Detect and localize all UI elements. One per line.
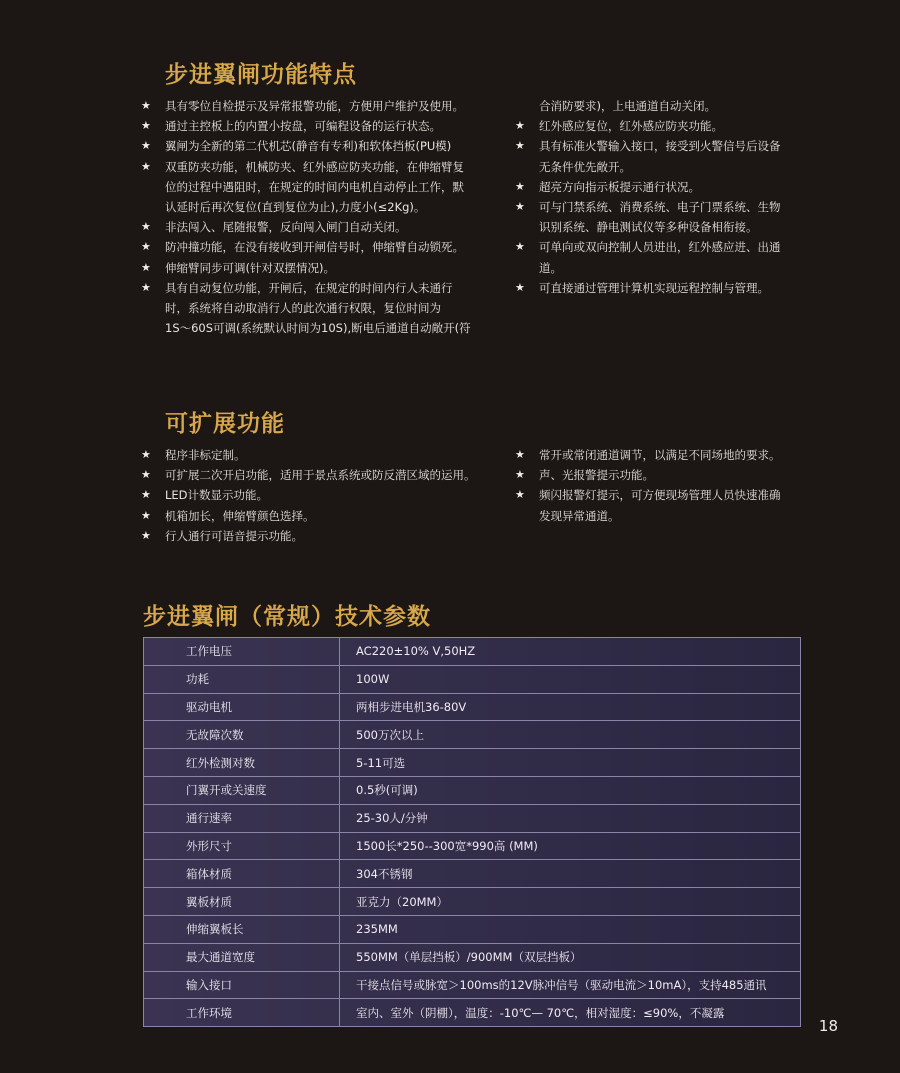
feature-item	[141, 526, 521, 546]
star-icon: ★	[515, 119, 525, 133]
feature-item	[515, 237, 815, 257]
feature-text: 非法闯入、尾随报警，反向闯入闸门自动关闭。	[165, 220, 407, 235]
table-row	[144, 693, 801, 721]
star-icon: ★	[515, 179, 525, 193]
feature-text: 可单向或双向控制人员进出，红外感应进、出通	[539, 240, 781, 255]
spec-key: 最大通道宽度	[144, 943, 340, 971]
spec-value: 干接点信号或脉宽＞100ms的12V脉冲信号（驱动电流＞10mA），支持485通讯	[340, 971, 801, 999]
star-icon: ★	[515, 139, 525, 153]
feature-text: 常开或常闭通道调节，以满足不同场地的要求。	[539, 448, 781, 462]
star-icon: ★	[141, 528, 151, 542]
spec-value: 25-30人/分钟	[340, 804, 801, 832]
specs-title: 步进翼闸（常规）技术参数	[143, 604, 431, 630]
feature-item	[515, 197, 815, 217]
table-row	[144, 804, 801, 832]
feature-item	[141, 278, 521, 298]
feature-text: 机箱加长，伸缩臂颜色选择。	[165, 508, 315, 523]
spec-value: 室内、室外（阴棚），温度：-10℃— 70℃，相对湿度：≤90%，不凝露	[340, 999, 801, 1027]
star-icon: ★	[515, 280, 525, 294]
feature-item	[515, 136, 815, 156]
feature-text: 可扩展二次开启功能，适用于景点系统或防反潜区域的运用。	[165, 468, 476, 483]
feature-text: 识别系统、静电测试仪等多种设备相衔接。	[539, 220, 758, 235]
feature-item	[141, 217, 521, 237]
feature-text: 频闪报警灯提示，可方便现场管理人员快速准确	[539, 488, 781, 503]
feature-item	[141, 445, 521, 465]
feature-item	[141, 485, 521, 505]
star-icon: ★	[141, 508, 151, 522]
feature-item	[515, 177, 815, 197]
features-title: 步进翼闸功能特点	[165, 62, 357, 88]
spec-key: 工作环境	[144, 999, 340, 1027]
feature-item	[515, 465, 815, 485]
table-row	[144, 721, 801, 749]
spec-key: 功耗	[144, 665, 340, 693]
star-icon: ★	[515, 448, 525, 461]
page-number: 18	[818, 1017, 838, 1035]
feature-text: 防冲撞功能，在没有接收到开闸信号时，伸缩臂自动锁死。	[165, 240, 464, 255]
table-row	[144, 638, 801, 666]
feature-text: 具有标准火警输入接口，接受到火警信号后设备	[539, 139, 781, 154]
feature-item	[141, 465, 521, 485]
features-left-list	[141, 96, 521, 338]
spec-key: 翼板材质	[144, 888, 340, 916]
feature-item	[515, 506, 815, 526]
feature-text: 红外感应复位，红外感应防夹功能。	[539, 119, 723, 134]
table-row	[144, 665, 801, 693]
star-icon: ★	[515, 488, 525, 502]
feature-text: 时，系统将自动取消行人的此次通行权限，复位时间为	[165, 301, 441, 316]
star-icon: ★	[141, 139, 151, 153]
feature-item	[515, 116, 815, 136]
star-icon: ★	[141, 240, 151, 254]
feature-text: 行人通行可语音提示功能。	[165, 528, 303, 543]
star-icon: ★	[141, 99, 151, 112]
star-icon: ★	[141, 468, 151, 482]
table-row	[144, 943, 801, 971]
feature-item	[141, 116, 521, 136]
spec-key: 箱体材质	[144, 860, 340, 888]
feature-text: 双重防夹功能，机械防夹、红外感应防夹功能，在伸缩臂复	[165, 159, 464, 174]
feature-text: 通过主控板上的内置小按盘，可编程设备的运行状态。	[165, 119, 441, 134]
spec-key: 通行速率	[144, 804, 340, 832]
spec-key: 输入接口	[144, 971, 340, 999]
spec-table	[143, 637, 801, 1027]
table-row	[144, 915, 801, 943]
feature-text: 可与门禁系统、消费系统、电子门票系统、生物	[539, 200, 781, 215]
features-right-list	[515, 96, 815, 298]
feature-text: 道。	[539, 260, 562, 275]
feature-text: 认延时后再次复位(直到复位为止),力度小(≤2Kg)。	[165, 200, 426, 215]
feature-text: 位的过程中遇阻时，在规定的时间内电机自动停止工作，默	[165, 179, 464, 194]
spec-value: AC220±10% V,50HZ	[340, 638, 801, 666]
spec-key: 无故障次数	[144, 721, 340, 749]
star-icon: ★	[141, 119, 151, 133]
feature-item	[515, 96, 815, 116]
star-icon: ★	[141, 159, 151, 173]
table-row	[144, 860, 801, 888]
table-row	[144, 832, 801, 860]
feature-item	[141, 506, 521, 526]
spec-value: 0.5秒(可调)	[340, 776, 801, 804]
table-row	[144, 749, 801, 777]
spec-value: 235MM	[340, 915, 801, 943]
feature-item	[141, 298, 521, 318]
feature-item	[141, 318, 521, 338]
star-icon: ★	[515, 468, 525, 482]
feature-text: 可直接通过管理计算机实现远程控制与管理。	[539, 280, 769, 295]
spec-value: 304不锈钢	[340, 860, 801, 888]
spec-key: 红外检测对数	[144, 749, 340, 777]
feature-item	[515, 278, 815, 298]
table-row	[144, 776, 801, 804]
feature-item	[141, 157, 521, 177]
feature-item	[141, 96, 521, 116]
feature-item	[141, 258, 521, 278]
star-icon: ★	[515, 240, 525, 254]
spec-value: 500万次以上	[340, 721, 801, 749]
spec-value: 550MM（单层挡板）/900MM（双层挡板）	[340, 943, 801, 971]
table-row	[144, 999, 801, 1027]
spec-key: 工作电压	[144, 638, 340, 666]
extended-left-list	[141, 445, 521, 546]
feature-text: 无条件优先敞开。	[539, 159, 631, 174]
star-icon: ★	[141, 220, 151, 234]
feature-text: 发现异常通道。	[539, 508, 620, 523]
feature-text: 程序非标定制。	[165, 448, 246, 462]
feature-text: 伸缩臂同步可调(针对双摆情况)。	[165, 260, 335, 275]
star-icon: ★	[515, 200, 525, 214]
spec-value: 100W	[340, 665, 801, 693]
extended-right-list	[515, 445, 815, 526]
feature-text: 具有零位自检提示及异常报警功能，方便用户维护及使用。	[165, 99, 464, 113]
spec-value: 亚克力（20MM）	[340, 888, 801, 916]
feature-text: LED计数显示功能。	[165, 488, 269, 503]
feature-text: 合消防要求)，上电通道自动关闭。	[539, 99, 716, 113]
feature-item	[515, 445, 815, 465]
star-icon: ★	[141, 280, 151, 294]
spec-key: 伸缩翼板长	[144, 915, 340, 943]
feature-text: 超亮方向指示板提示通行状况。	[539, 179, 700, 194]
spec-key: 驱动电机	[144, 693, 340, 721]
table-row	[144, 888, 801, 916]
feature-item	[515, 485, 815, 505]
feature-item	[141, 237, 521, 257]
spec-key: 门翼开或关速度	[144, 776, 340, 804]
feature-item	[141, 177, 521, 197]
spec-key: 外形尺寸	[144, 832, 340, 860]
feature-item	[515, 157, 815, 177]
feature-text: 具有自动复位功能，开闸后，在规定的时间内行人未通行	[165, 280, 453, 295]
feature-text: 翼闸为全新的第二代机芯(静音有专利)和软体挡板(PU模)	[165, 139, 452, 154]
feature-text: 1S～60S可调(系统默认时间为10S),断电后通道自动敞开(符	[165, 321, 471, 336]
feature-text: 声、光报警提示功能。	[539, 468, 654, 483]
spec-value: 5-11可选	[340, 749, 801, 777]
feature-item	[515, 258, 815, 278]
feature-item	[515, 217, 815, 237]
spec-value: 1500长*250--300宽*990高 (MM)	[340, 832, 801, 860]
feature-item	[141, 136, 521, 156]
table-row	[144, 971, 801, 999]
spec-value: 两相步进电机36-80V	[340, 693, 801, 721]
feature-item	[141, 197, 521, 217]
star-icon: ★	[141, 448, 151, 461]
extended-title: 可扩展功能	[165, 411, 285, 437]
star-icon: ★	[141, 260, 151, 274]
star-icon: ★	[141, 488, 151, 502]
